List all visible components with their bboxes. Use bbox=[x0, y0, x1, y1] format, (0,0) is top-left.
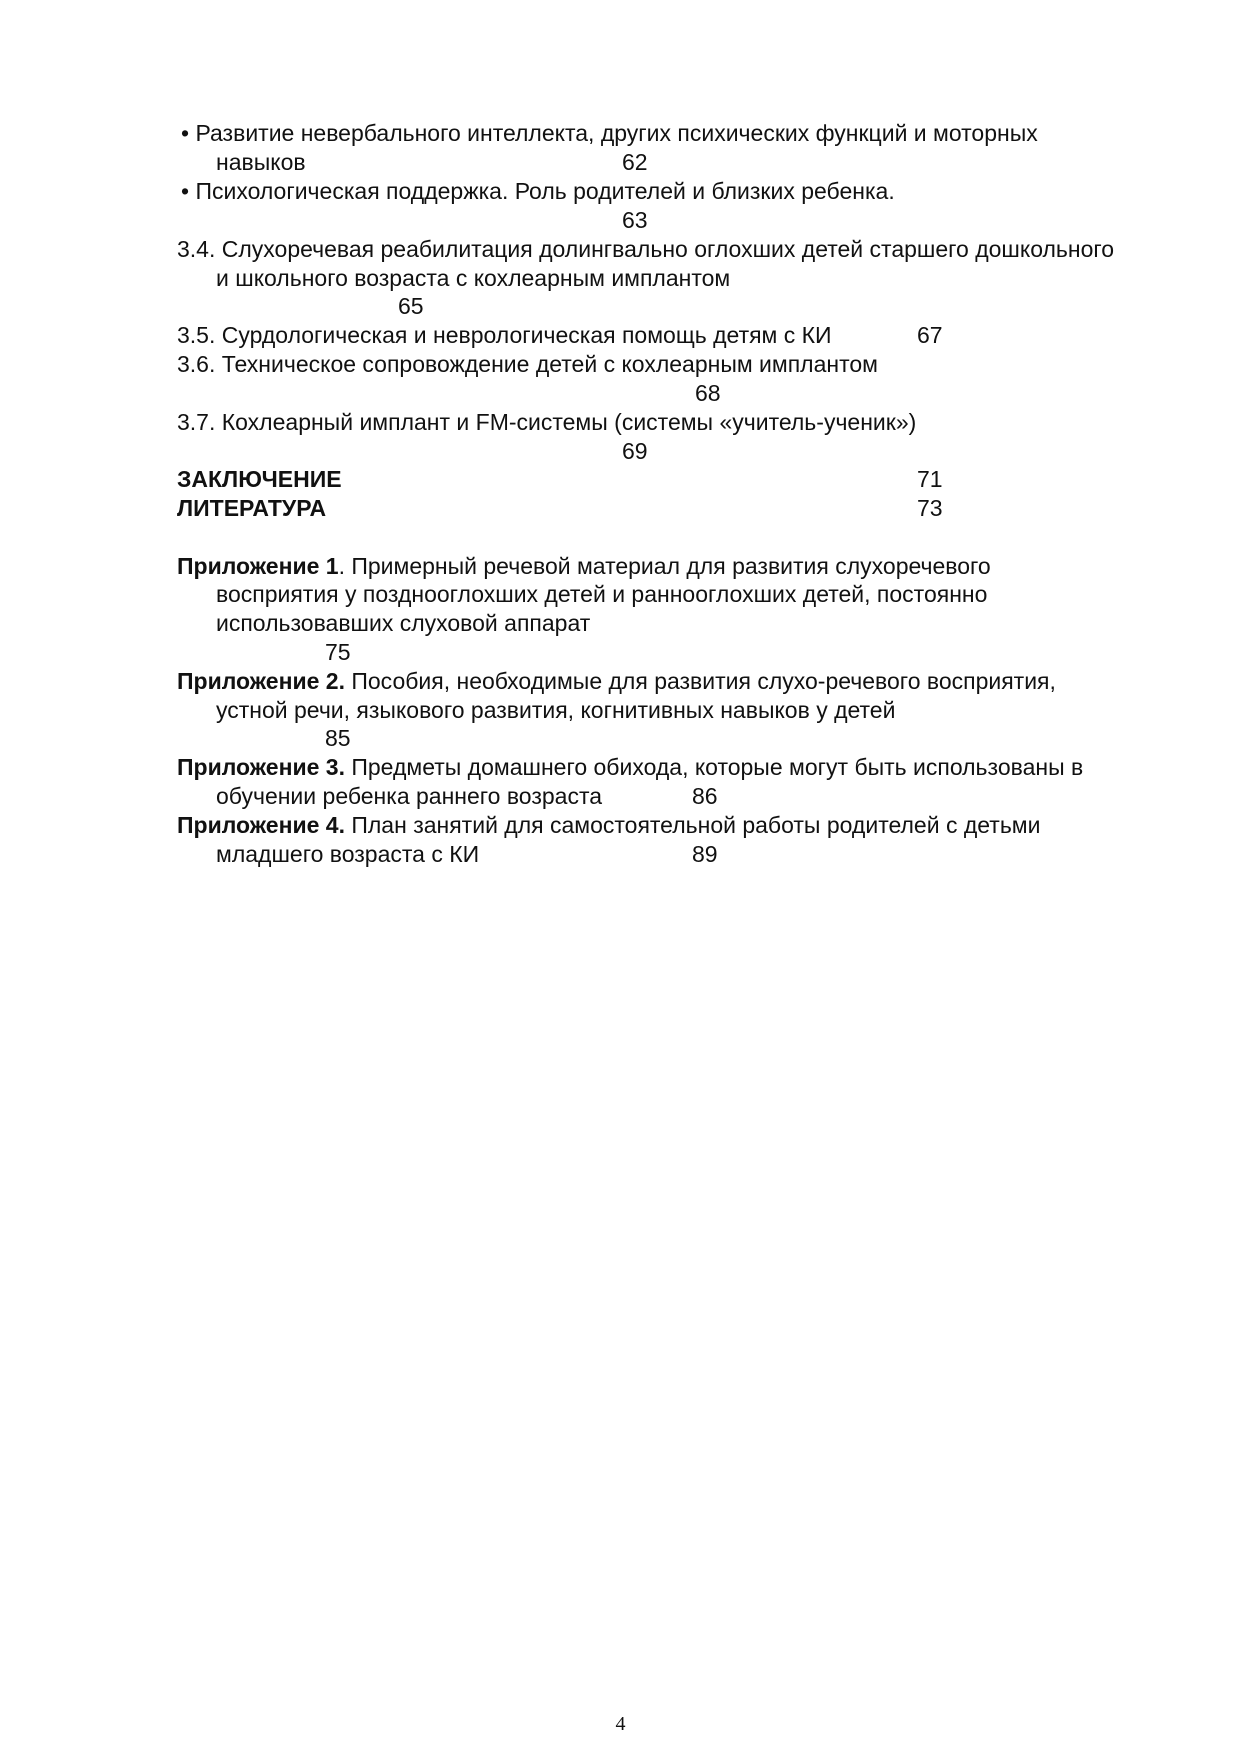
toc-section-3-4-page: 65 bbox=[398, 293, 424, 319]
toc-section-3-4-line-1: 3.4. Слухоречевая реабилитация долингвально оглохших детей старшего дошкольного bbox=[177, 236, 1115, 262]
toc-appendix-2-line-1 bbox=[177, 667, 1056, 695]
toc-appendix-4-title: План занятий для самостоятельной работы родителей с детьми bbox=[344, 812, 1041, 838]
toc-bullet-1-line-2: навыков bbox=[216, 149, 306, 175]
toc-appendix-4-label: Приложение 4. bbox=[177, 812, 345, 838]
toc-literature-page: 73 bbox=[917, 495, 943, 521]
toc-appendix-4-line-1 bbox=[177, 811, 1040, 839]
toc-bullet-2-line-1: • Психологическая поддержка. Роль родителей и близких ребенка. bbox=[181, 178, 895, 204]
toc-section-3-6-line-1: 3.6. Техническое сопровождение детей с кохлеарным имплантом bbox=[177, 351, 878, 377]
toc-appendix-2-page: 85 bbox=[325, 725, 351, 751]
toc-appendix-1-line-2: восприятия у позднооглохших детей и раннооглохших детей, постоянно bbox=[216, 581, 988, 607]
toc-bullet-2-page: 63 bbox=[622, 207, 648, 233]
toc-section-3-7-page: 69 bbox=[622, 438, 648, 464]
toc-section-3-5-page: 67 bbox=[917, 322, 943, 348]
toc-section-3-6-page: 68 bbox=[695, 380, 721, 406]
toc-appendix-1-title: . Примерный речевой материал для развития слухоречевого bbox=[338, 553, 991, 579]
toc-appendix-1-line-3: использовавших слуховой аппарат bbox=[216, 610, 591, 636]
toc-bullet-1-page: 62 bbox=[622, 149, 648, 175]
page-number: 4 bbox=[615, 1713, 626, 1735]
toc-appendix-1-page: 75 bbox=[325, 639, 351, 665]
toc-section-3-7-line-1: 3.7. Кохлеарный имплант и FM-системы (системы «учитель-ученик») bbox=[177, 409, 917, 435]
toc-appendix-4-line-2: младшего возраста с КИ bbox=[216, 841, 480, 867]
toc-appendix-1-label: Приложение 1 bbox=[177, 553, 339, 579]
toc-appendix-3-line-2: обучении ребенка раннего возраста bbox=[216, 783, 603, 809]
toc-appendix-3-page: 86 bbox=[692, 783, 718, 809]
toc-appendix-2-label: Приложение 2. bbox=[177, 668, 345, 694]
toc-section-3-5-line-1: 3.5. Сурдологическая и неврологическая помощь детям с КИ bbox=[177, 322, 832, 348]
toc-conclusion-label: ЗАКЛЮЧЕНИЕ bbox=[177, 466, 342, 492]
toc-literature-label: ЛИТЕРАТУРА bbox=[177, 495, 327, 521]
toc-appendix-3-title: Предметы домашнего обихода, которые могут быть использованы в bbox=[344, 754, 1084, 780]
toc-appendix-3-label: Приложение 3. bbox=[177, 754, 345, 780]
toc-section-3-4-line-2: и школьного возраста с кохлеарным имплантом bbox=[216, 265, 731, 291]
toc-appendix-2-title: Пособия, необходимые для развития слухо-речевого восприятия, bbox=[344, 668, 1056, 694]
toc-conclusion-page: 71 bbox=[917, 466, 943, 492]
toc-appendix-2-line-2: устной речи, языкового развития, когнитивных навыков у детей bbox=[216, 697, 896, 723]
toc-bullet-1-line-1: • Развитие невербального интеллекта, других психических функций и моторных bbox=[181, 120, 1038, 146]
toc-appendix-1-line-1 bbox=[177, 552, 991, 580]
toc-appendix-4-page: 89 bbox=[692, 841, 718, 867]
toc-appendix-3-line-1 bbox=[177, 753, 1083, 781]
